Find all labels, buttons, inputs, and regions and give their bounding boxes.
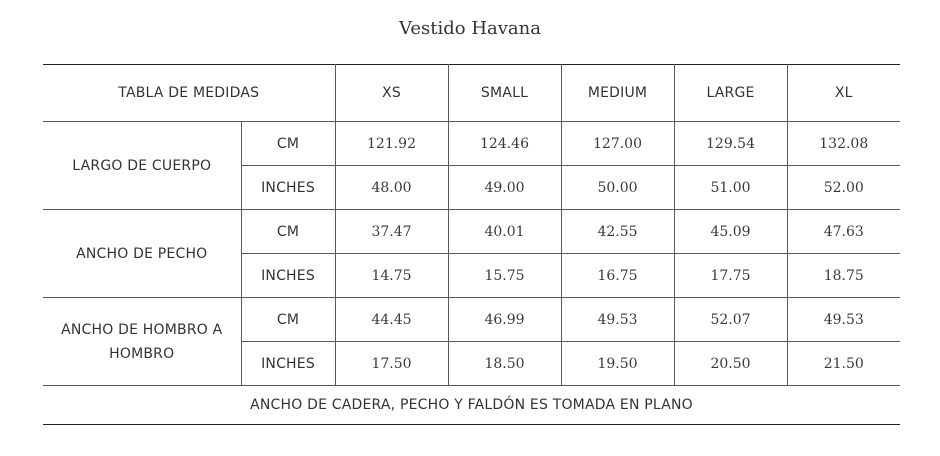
unit-label: INCHES <box>241 254 335 298</box>
table-cell: 52.00 <box>787 166 900 210</box>
table-cell: 51.00 <box>674 166 787 210</box>
table-header-row <box>43 65 900 122</box>
table-cell: 44.45 <box>335 298 448 342</box>
table-cell: 18.75 <box>787 254 900 298</box>
table-cell: 129.54 <box>674 122 787 166</box>
table-cell: 48.00 <box>335 166 448 210</box>
table-footer-row <box>43 386 900 425</box>
table-cell: 52.07 <box>674 298 787 342</box>
table-cell: 50.00 <box>561 166 674 210</box>
measure-label-ancho-de-hombro: ANCHO DE HOMBRO A HOMBRO <box>43 298 241 386</box>
table-cell: 121.92 <box>335 122 448 166</box>
unit-label: CM <box>241 210 335 254</box>
measure-label-ancho-de-pecho: ANCHO DE PECHO <box>43 210 241 298</box>
table-cell: 49.53 <box>787 298 900 342</box>
table-cell: 21.50 <box>787 342 900 386</box>
table-cell: 18.50 <box>448 342 561 386</box>
table-cell: 127.00 <box>561 122 674 166</box>
size-header-large: LARGE <box>674 65 787 122</box>
unit-label: INCHES <box>241 342 335 386</box>
table-cell: 15.75 <box>448 254 561 298</box>
size-header-xs: XS <box>335 65 448 122</box>
table-cell: 49.00 <box>448 166 561 210</box>
table-cell: 17.75 <box>674 254 787 298</box>
table-cell: 45.09 <box>674 210 787 254</box>
table-cell: 16.75 <box>561 254 674 298</box>
unit-label: CM <box>241 122 335 166</box>
table-cell: 37.47 <box>335 210 448 254</box>
table-cell: 17.50 <box>335 342 448 386</box>
size-header-medium: MEDIUM <box>561 65 674 122</box>
table-row <box>43 298 900 342</box>
table-row <box>43 210 900 254</box>
table-cell: 40.01 <box>448 210 561 254</box>
unit-label: CM <box>241 298 335 342</box>
table-cell: 46.99 <box>448 298 561 342</box>
table-row <box>43 122 900 166</box>
size-header-small: SMALL <box>448 65 561 122</box>
table-header-label: TABLA DE MEDIDAS <box>43 65 335 122</box>
table-cell: 49.53 <box>561 298 674 342</box>
size-chart-table <box>43 64 900 425</box>
table-cell: 132.08 <box>787 122 900 166</box>
table-cell: 124.46 <box>448 122 561 166</box>
table-cell: 20.50 <box>674 342 787 386</box>
measure-label-largo-de-cuerpo: LARGO DE CUERPO <box>43 122 241 210</box>
table-cell: 47.63 <box>787 210 900 254</box>
unit-label: INCHES <box>241 166 335 210</box>
table-cell: 19.50 <box>561 342 674 386</box>
page-title: Vestido Havana <box>399 18 541 39</box>
table-cell: 42.55 <box>561 210 674 254</box>
size-header-xl: XL <box>787 65 900 122</box>
footer-note: ANCHO DE CADERA, PECHO Y FALDÓN ES TOMADA EN PLANO <box>43 386 900 425</box>
table-cell: 14.75 <box>335 254 448 298</box>
